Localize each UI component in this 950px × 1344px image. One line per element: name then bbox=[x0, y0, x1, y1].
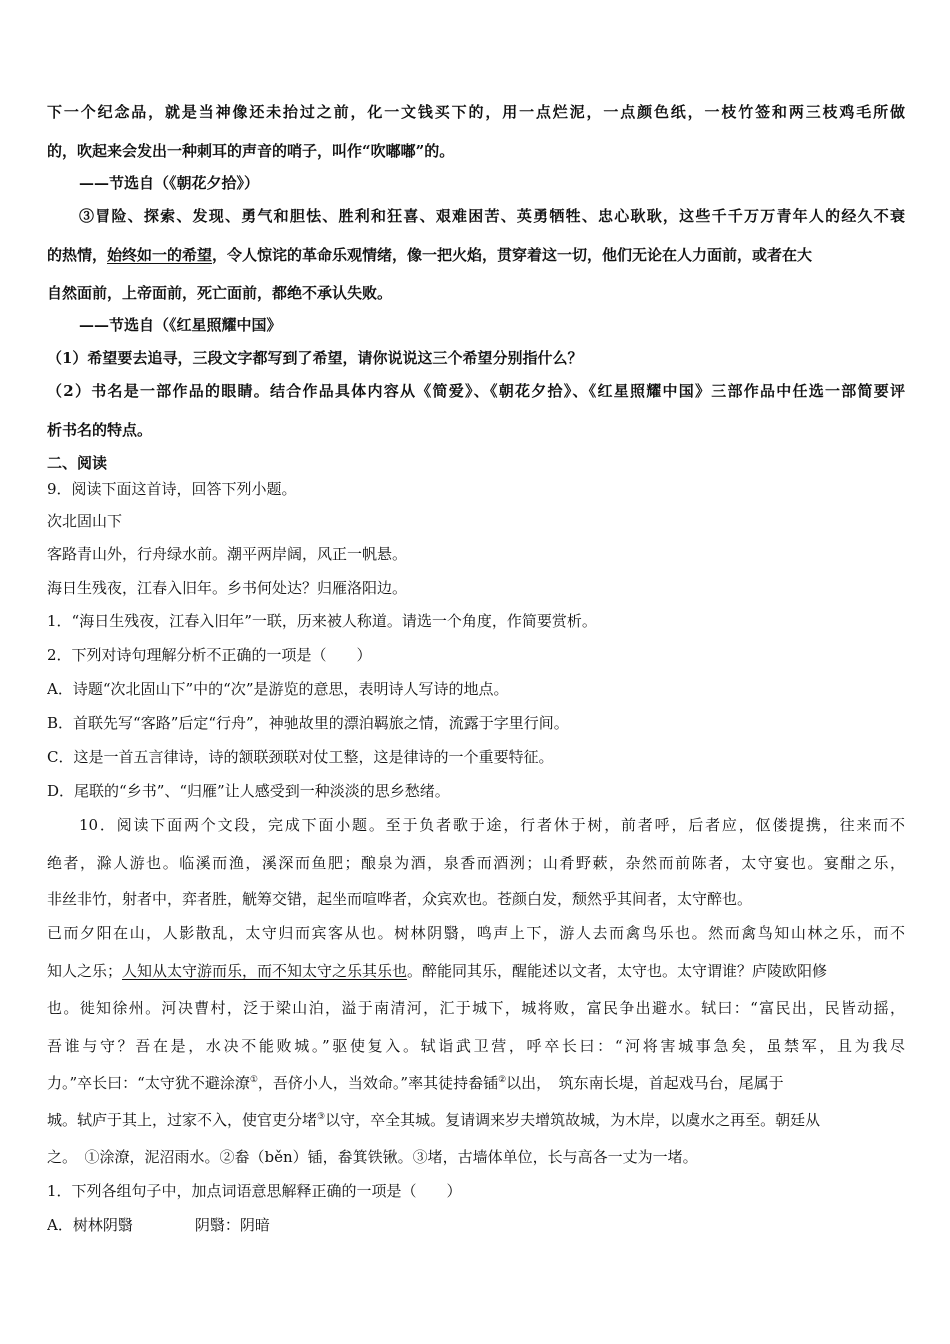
text-span: 。醉能同其乐，醒能述以文者，太守也。太守谓谁？庐陵欧阳修 bbox=[407, 962, 828, 980]
passage-source-3: ——节选自（《红星照耀中国》 bbox=[79, 316, 282, 334]
text-span: 以守，卒全其城。复请调来岁夫增筑故城，为木岸，以虞水之再至。朝廷从 bbox=[325, 1111, 821, 1129]
option-b: B．首联先写“客路”后定“行舟”，神驰故里的漂泊羁旅之情，流露于字里行间。 bbox=[47, 714, 569, 732]
text-span: 城。轼庐于其上，过家不入，使官吏分堵 bbox=[47, 1111, 318, 1129]
text-span: ，令人惊诧的革命乐观情绪，像一把火焰，贯穿着这一切，他们无论在人力面前，或者在大 bbox=[212, 246, 813, 264]
q10-line-2: 绝者，滁人游也。临溪而渔，溪深而鱼肥；酿泉为酒，泉香而酒洌；山肴野蔌，杂然而前陈者，太守宴也。宴酣之乐， bbox=[47, 854, 905, 872]
q9-sub-2: 2．下列对诗句理解分析不正确的一项是（ ） bbox=[47, 646, 372, 664]
q10-line-10-footnotes: 之。 ①涂潦，泥沼雨水。②畚（běn）锸，畚箕铁锹。③堵，古墙体单位，长与高各一丈为一堵。 bbox=[47, 1148, 698, 1166]
underlined-phrase: 始终如一的希望 bbox=[107, 246, 213, 264]
q9-intro: 9．阅读下面这首诗，回答下列小题。 bbox=[47, 480, 297, 498]
poem-title: 次北固山下 bbox=[47, 512, 123, 530]
passage-paragraph-3-line-1: ③冒险、探索、发现、勇气和胆怯、胜利和狂喜、艰难困苦、英勇牺牲、忠心耿耿，这些千千万万青年人的经久不衰 bbox=[79, 207, 905, 225]
text-span: ，吾侪小人，当效命。”率其徒持畚锸 bbox=[257, 1074, 499, 1092]
q10-line-1: 10．阅读下面两个文段，完成下面小题。至于负者歌于途，行者休于树，前者呼，后者应，伛偻提携，往来而不 bbox=[79, 816, 905, 834]
option-d: D．尾联的“乡书”、“归雁”让人感受到一种淡淡的思乡愁绪。 bbox=[47, 782, 450, 800]
q10-line-3: 非丝非竹，射者中，弈者胜，觥筹交错，起坐而喧哗者，众宾欢也。苍颜白发，颓然乎其间者，太守醉也。 bbox=[47, 890, 753, 908]
option-a-text: A．树林阴翳 bbox=[47, 1216, 133, 1234]
underlined-sentence: 人知从太守游而乐，而不知太守之乐其乐也 bbox=[122, 962, 408, 980]
q10-line-8 bbox=[47, 1073, 905, 1093]
question-2-line-1: （2）书名是一部作品的眼睛。结合作品具体内容从《简爱》、《朝花夕拾》、《红星照耀中国》三部作品中任选一部简要评 bbox=[47, 382, 905, 400]
passage-paragraph-2-line-2: 的，吹起来会发出一种刺耳的声音的哨子，叫作“吹嘟嘟”的。 bbox=[47, 142, 455, 160]
footnote-marker-2: ② bbox=[498, 1075, 507, 1085]
q10-line-6: 也。徙知徐州。河决曹村，泛于梁山泊，溢于南清河，汇于城下，城将败，富民争出避水。轼曰：“富民出，民皆动摇， bbox=[47, 999, 905, 1017]
q9-sub-1: 1．“海日生残夜，江春入旧年”一联，历来被人称道。请选一个角度，作简要赏析。 bbox=[47, 612, 597, 630]
footnote-marker-3: ③ bbox=[317, 1112, 326, 1122]
question-2-line-2: 析书名的特点。 bbox=[47, 421, 153, 439]
footnote-marker-1: ① bbox=[249, 1075, 258, 1085]
option-a-gloss: 阴翳：阴暗 bbox=[194, 1216, 270, 1234]
section-heading: 二、阅读 bbox=[47, 454, 108, 472]
text-span: 的热情， bbox=[47, 246, 108, 264]
poem-line-1: 客路青山外，行舟绿水前。潮平两岸阔，风正一帆悬。 bbox=[47, 545, 408, 563]
poem-line-2: 海日生残夜，江春入旧年。乡书何处达？归雁洛阳边。 bbox=[47, 579, 408, 597]
q10-line-9 bbox=[47, 1110, 905, 1130]
q10-sub-1: 1．下列各组句子中，加点词语意思解释正确的一项是（ ） bbox=[47, 1182, 462, 1200]
passage-source-1: ——节选自（《朝花夕拾》） bbox=[79, 174, 260, 192]
passage-paragraph-3-line-2 bbox=[47, 245, 905, 265]
q10-line-4: 已而夕阳在山，人影散乱，太守归而宾客从也。树林阴翳，鸣声上下，游人去而禽鸟乐也。然而禽鸟知山林之乐，而不 bbox=[47, 924, 905, 942]
question-1: （1）希望要去追寻，三段文字都写到了希望，请你说说这三个希望分别指什么？ bbox=[47, 349, 583, 367]
passage-paragraph-2-line-1: 下一个纪念品，就是当神像还未抬过之前，化一文钱买下的，用一点烂泥，一点颜色纸，一枝竹签和两三枝鸡毛所做 bbox=[47, 103, 905, 121]
option-c: C．这是一首五言律诗，诗的颔联颈联对仗工整，这是律诗的一个重要特征。 bbox=[47, 748, 554, 766]
text-span: 力。”卒长曰：“太守犹不避涂潦 bbox=[47, 1074, 250, 1092]
text-span: 以出， 筑东南长堤，首起戏马台，尾属于 bbox=[506, 1074, 784, 1092]
q10-sub-1-option-a bbox=[47, 1215, 905, 1235]
passage-paragraph-3-line-3: 自然面前，上帝面前，死亡面前，都绝不承认失败。 bbox=[47, 284, 393, 302]
option-a: A．诗题“次北固山下”中的“次”是游览的意思，表明诗人写诗的地点。 bbox=[47, 680, 509, 698]
q10-line-7: 吾谁与守？吾在是，水决不能败城。”驱使复入。轼诣武卫营，呼卒长曰：“河将害城事急矣，虽禁军，且为我尽 bbox=[47, 1037, 905, 1055]
text-span: 知人之乐； bbox=[47, 962, 123, 980]
q10-line-5 bbox=[47, 961, 905, 981]
